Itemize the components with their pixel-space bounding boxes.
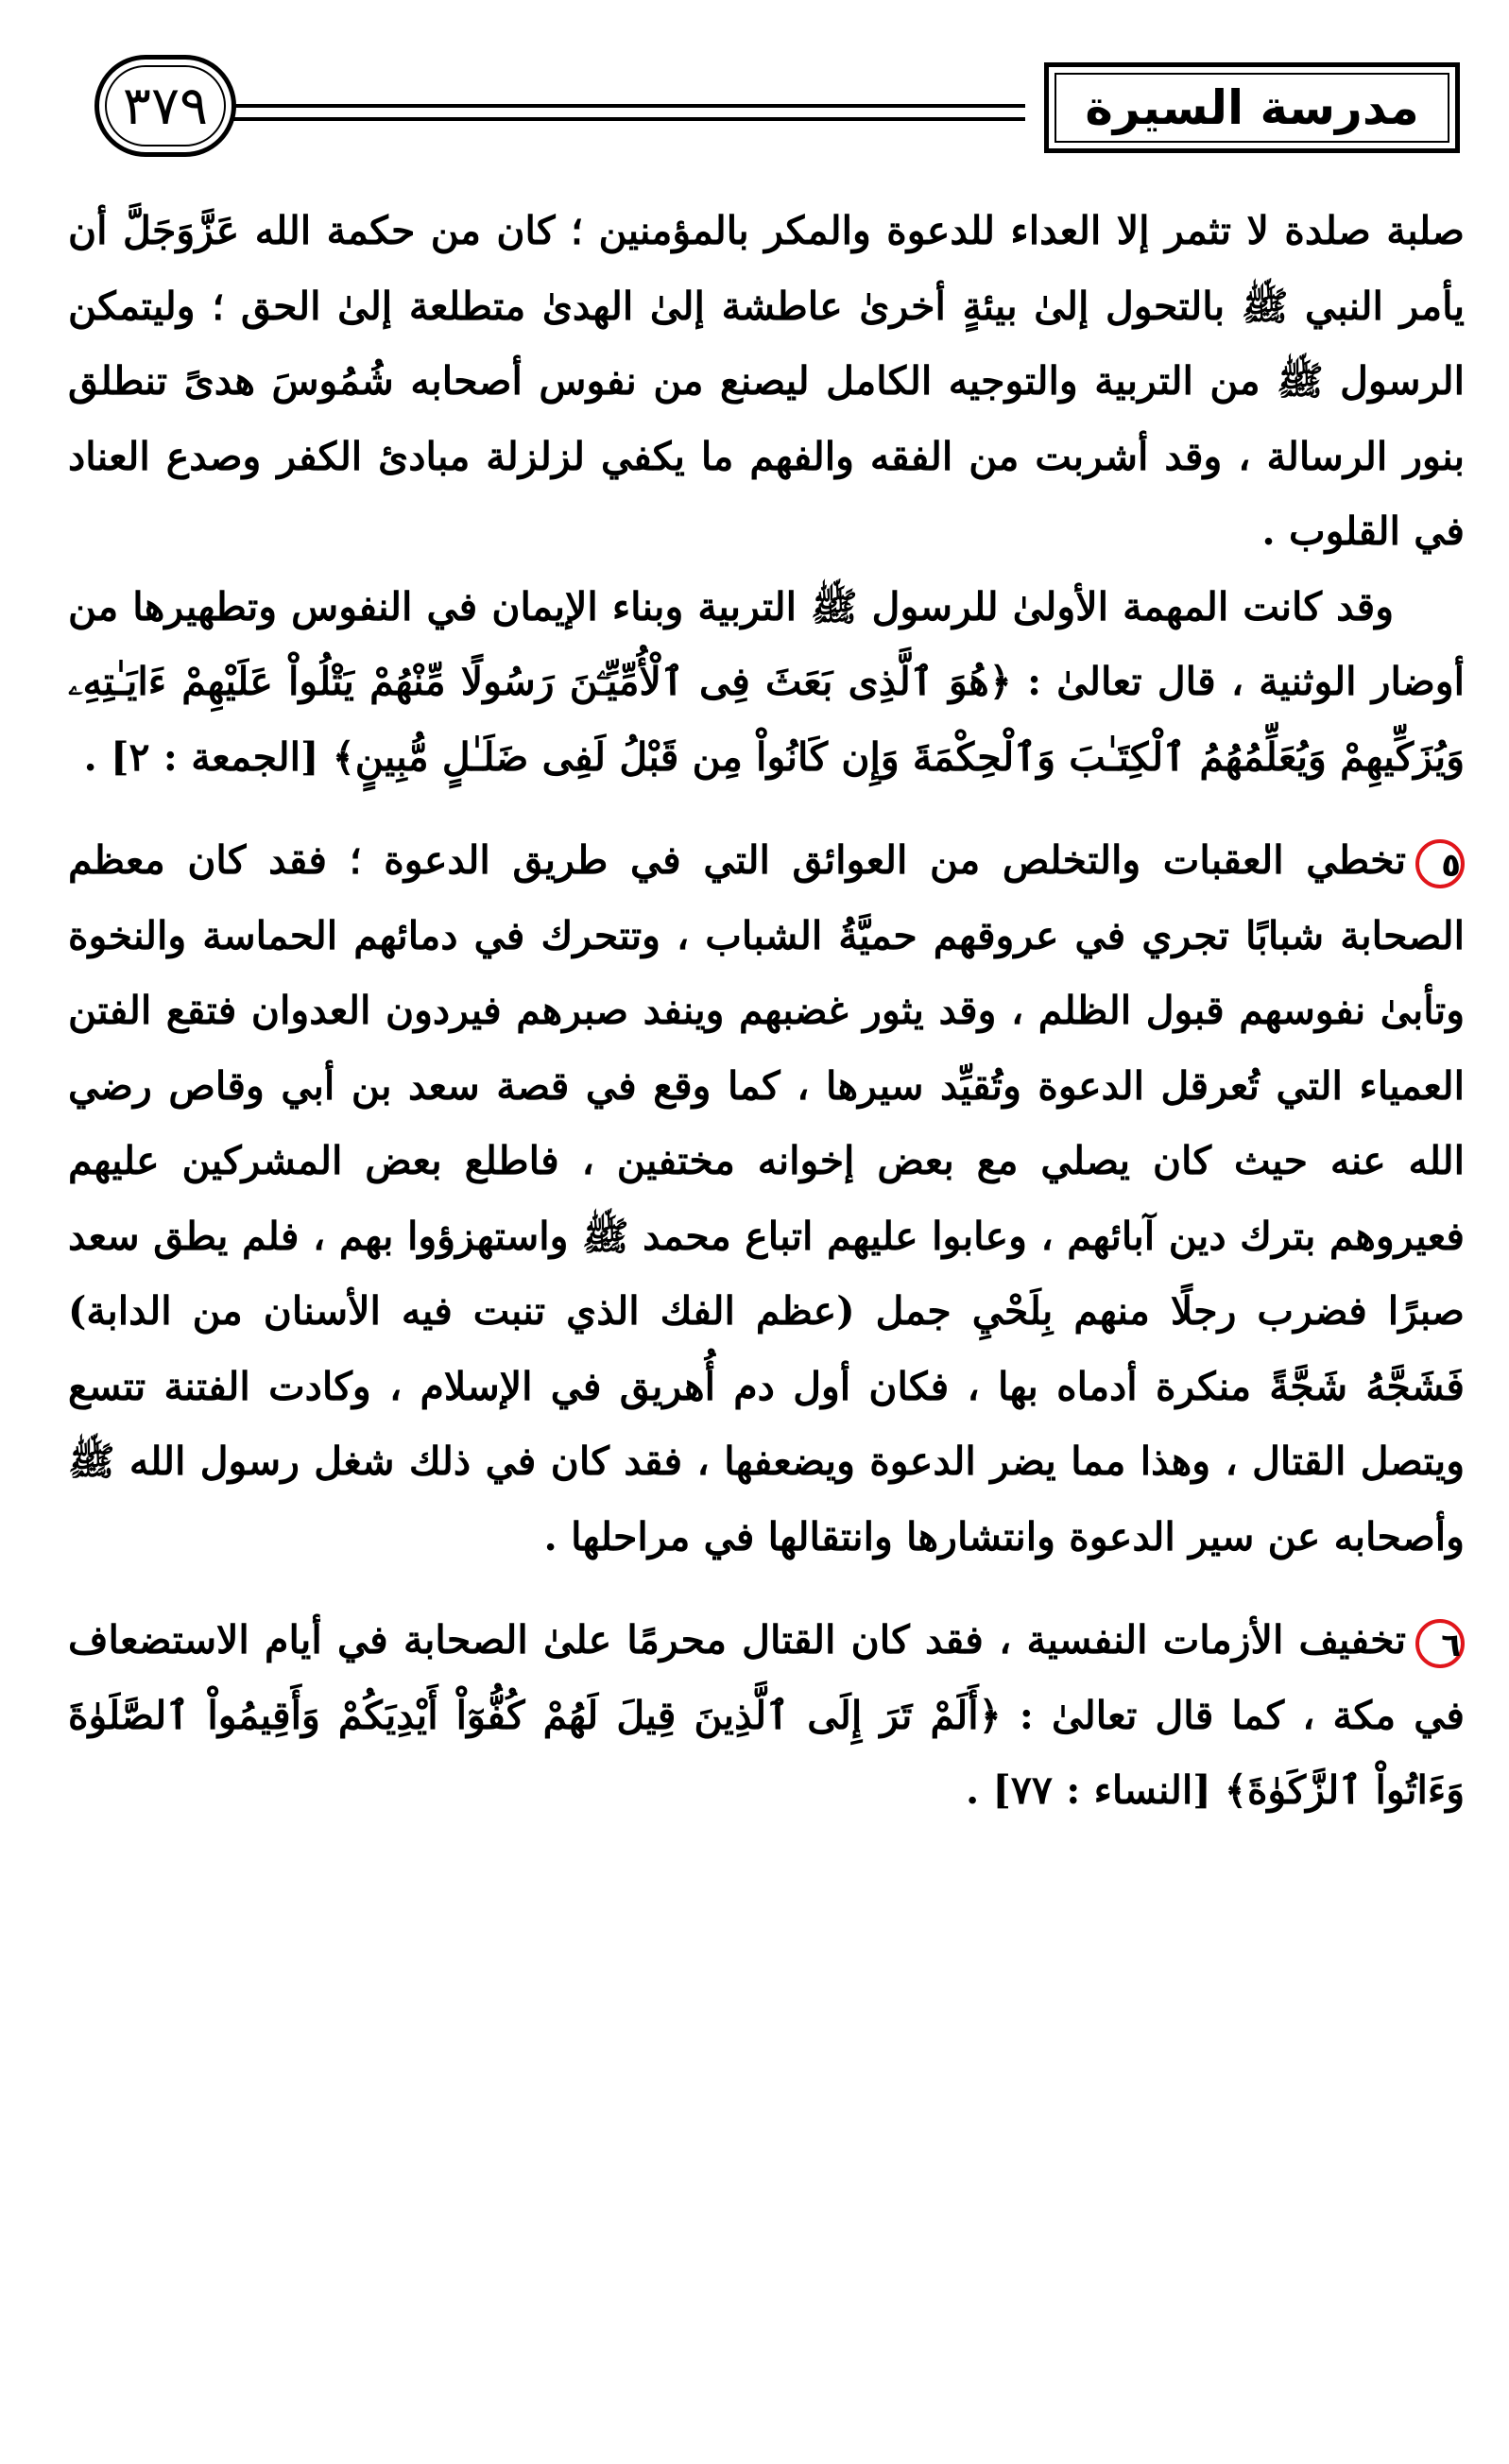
paragraph-4 — [68, 1603, 1465, 1829]
page-body — [68, 194, 1465, 1829]
paragraph-3 — [68, 823, 1465, 1575]
paragraph-1: صلبة صلدة لا تثمر إلا العداء للدعوة والمكر بالمؤمنين ؛ كان من حكمة الله عَزَّوَجَلَّ أن يأمر النبي ﷺ بالتحول إلىٰ بيئةٍ أخرىٰ عاطشة إلىٰ الهدىٰ متطلعة إلىٰ الحق ؛ وليتمكن الرسول ﷺ من التربية والتوجيه الكامل ليصنع من نفوس أصحابه شُمُوسَ هدىً تنطلق بنور الرسالة ، وقد أشربت من الفقه والفهم ما يكفي لزلزلة مبادئ الكفر وصدع العناد في القلوب . — [68, 208, 1465, 554]
book-title: مدرسة السيرة — [1085, 80, 1419, 135]
paragraph-3-text: تخطي العقبات والتخلص من العوائق التي في طريق الدعوة ؛ فقد كان معظم الصحابة شبابًا تجري في عروقهم حميَّةُ الشباب ، وتتحرك في دمائهم الحماسة والنخوة وتأبىٰ نفوسهم قبول الظلم ، وقد يثور غضبهم وينفد صبرهم فيردون العدوان فتقع الفتن العمياء التي تُعرقل الدعوة وتُقيِّد سيرها ، كما وقع في قصة سعد بن أبي وقاص رضي الله عنه حيث كان يصلي مع بعض إخوانه مختفين ، فاطلع بعض المشركين عليهم فعيروهم بترك دين آبائهم ، وعابوا عليهم اتباع محمد ﷺ واستهزؤوا بهم ، فلم يطق سعد صبرًا فضرب رجلًا منهم بِلَحْيِ جمل (عظم الفك الذي تنبت فيه الأسنان من الدابة) فَشَجَّهُ شَجَّةً منكرة أدماه بها ، فكان أول دم أُهريق في الإسلام ، وكادت الفتنة تتسع ويتصل القتال ، وهذا مما يضر الدعوة ويضعفها ، فقد كان في ذلك شغل رسول الله ﷺ وأصحابه عن سير الدعوة وانتشارها وانتقالها في مراحلها . — [68, 837, 1465, 1559]
paragraph-gap — [68, 1575, 1465, 1603]
page-number-frame — [94, 55, 236, 157]
point-number-5: ٥ — [1415, 839, 1465, 888]
header-rule-top — [231, 104, 1025, 108]
paragraph-2-text: وقد كانت المهمة الأولىٰ للرسول ﷺ التربية وبناء الإيمان في النفوس وتطهيرها من أوضار الوثنية ، قال تعالىٰ : — [68, 583, 1465, 704]
verse-reference-jumuah: [الجمعة : ٢] . — [83, 733, 319, 780]
page-number: ٣٧٩ — [122, 75, 209, 137]
quran-verse-jumuah: ﴿هُوَ ٱلَّذِى بَعَثَ فِى ٱلْأُمِّيِّـۧنَ رَسُولًا مِّنْهُمْ يَتْلُواْ عَلَيْهِمْ ءَايَـٰتِهِۦ وَيُزَكِّيهِمْ وَيُعَلِّمُهُمُ ٱلْكِتَـٰبَ وَٱلْحِكْمَةَ وَإِن كَانُواْ مِن قَبْلُ لَفِى ضَلَـٰلٍ مُّبِينٍ﴾ — [68, 659, 1465, 780]
paragraph-2 — [68, 570, 1465, 796]
paragraph-gap — [68, 795, 1465, 823]
header-rule-bottom — [231, 117, 1025, 121]
verse-reference-nisa: [النساء : ٧٧] . — [965, 1767, 1211, 1813]
paragraph-4-text: تخفيف الأزمات النفسية ، فقد كان القتال محرمًا علىٰ الصحابة في أيام الاستضعاف في مكة ، كما قال تعالىٰ : — [68, 1617, 1466, 1738]
point-number-6: ٦ — [1415, 1619, 1465, 1668]
book-title-frame — [1044, 62, 1460, 153]
page-header — [52, 45, 1469, 149]
quran-verse-nisa: ﴿أَلَمْ تَرَ إِلَى ٱلَّذِينَ قِيلَ لَهُمْ كُفُّوٓاْ أَيْدِيَكُمْ وَأَقِيمُواْ ٱلصَّلَوٰةَ وَءَاتُواْ ٱلزَّكَوٰةَ﴾ — [68, 1692, 1465, 1813]
